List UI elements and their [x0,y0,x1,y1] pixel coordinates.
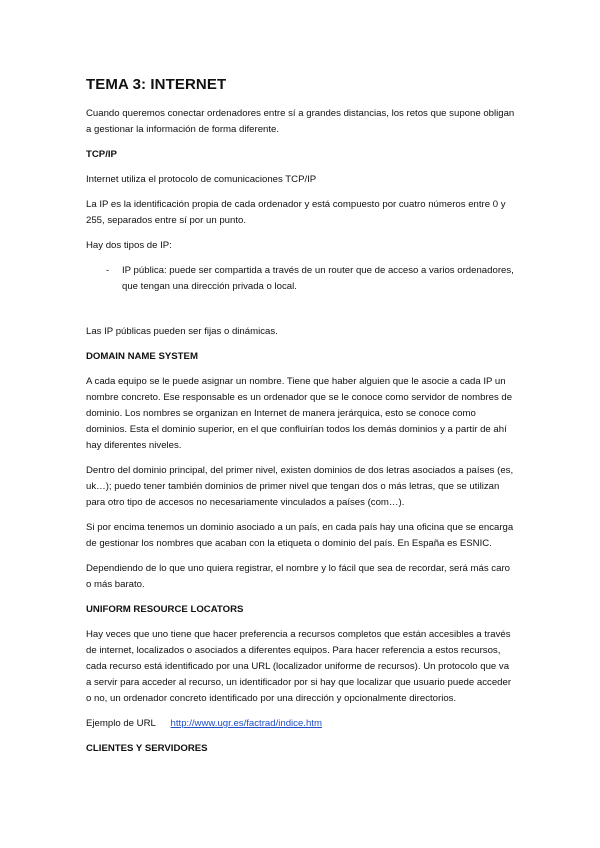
tcpip-paragraph-3: Hay dos tipos de IP: [86,240,172,251]
url-example-label: Ejemplo de URL [86,718,156,729]
blank-line [86,304,516,324]
list-item [86,263,516,295]
dns-paragraph-3: Si por encima tenemos un dominio asociado a un país, en cada país hay una oficina que se encarga de gestionar los nombres que acaban con la etiqueta o dominio del país. En España es ESNIC. [86,522,514,549]
ip-types-list [86,263,516,295]
list-dash: - [106,265,110,276]
tcpip-paragraph-4: Las IP públicas pueden ser fijas o dinámicas. [86,326,278,337]
section-heading-tcpip: TCP/IP [86,149,117,160]
document-content [86,76,516,766]
url-example [86,716,516,732]
dns-paragraph-2: Dentro del dominio principal, del primer nivel, existen dominios de dos letras asociados a países (es, uk…); puedo tener también dominios de primer nivel que tengan dos o más letras, que se utilizan para otro tipo de accesos no necesariamente vinculados a países (com…). [86,465,514,508]
section-heading-clients: CLIENTES Y SERVIDORES [86,743,208,754]
tcpip-paragraph-1: Internet utiliza el protocolo de comunicaciones TCP/IP [86,174,317,185]
section-heading-dns: DOMAIN NAME SYSTEM [86,351,198,362]
dns-paragraph-4: Dependiendo de lo que uno quiera registrar, el nombre y lo fácil que sea de recordar, será más caro o más barato. [86,563,510,590]
section-heading-url: UNIFORM RESOURCE LOCATORS [86,604,244,615]
url-example-link[interactable]: http://www.ugr.es/factrad/indice.htm [170,718,322,729]
dns-paragraph-1: A cada equipo se le puede asignar un nombre. Tiene que haber alguien que le asocie a cada IP un nombre concreto. Ese responsable es un ordenador que se le conoce como servidor de nombres de dominio. Los nombres se organizan en Internet de manera jerárquica, esto se conoce como dominios. Esta el dominio superior, en el que confluirían todos los demás dominios y a partir de ahí hay diferentes niveles. [86,376,513,451]
document-title: TEMA 3: INTERNET [86,76,227,93]
url-paragraph-1: Hay veces que uno tiene que hacer preferencia a recursos completos que están accesibles a través de internet, localizados o asociados a diferentes equipos. Para hacer referencia a estos recursos, cada recurso está identificado por una URL (localizador uniforme de recursos). Un protocolo que va a servir para acceder al recurso, un identificador por si hay que localizar que usuario puede acceder o no, un ordenador concreto identificado por una dirección y opcionalmente directorios. [86,629,512,704]
intro-paragraph: Cuando queremos conectar ordenadores entre sí a grandes distancias, los retos que supone obligan a gestionar la información de forma diferente. [86,108,515,135]
tcpip-paragraph-2: La IP es la identificación propia de cada ordenador y está compuesto por cuatro números entre 0 y 255, separados entre sí por un punto. [86,199,506,226]
list-item-text: IP pública: puede ser compartida a través de un router que de acceso a varios ordenadores, que tengan una dirección privada o local. [122,265,514,292]
